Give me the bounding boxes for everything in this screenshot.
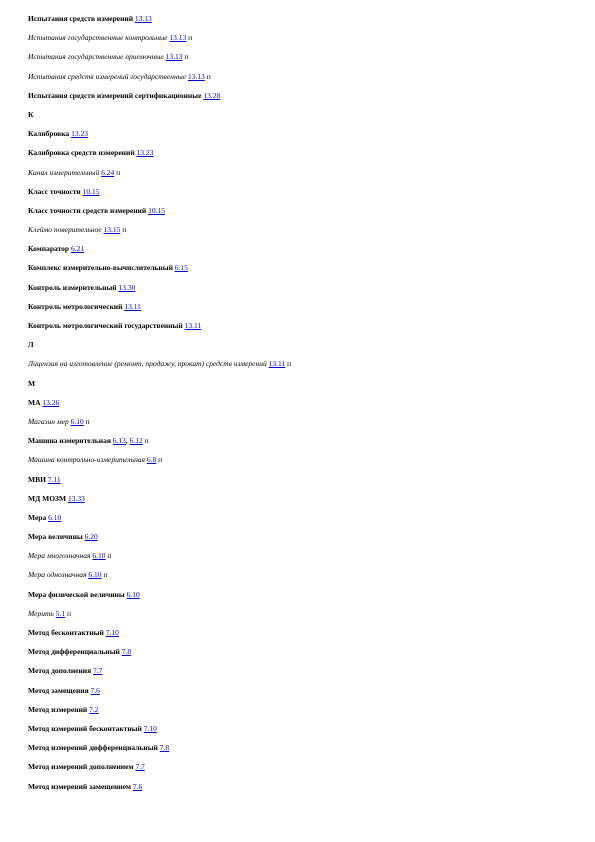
index-entry [28, 724, 568, 734]
index-term: Класс точности [28, 186, 81, 196]
term-reference-link[interactable]: 6.15 [174, 263, 188, 273]
term-reference-link[interactable]: 7.10 [105, 628, 119, 637]
index-term: Класс точности средств измерений [28, 205, 147, 215]
index-entry [28, 494, 568, 504]
section-letter: Л [28, 340, 34, 350]
index-entry [28, 782, 568, 792]
index-term: Контроль метрологический государственный [28, 321, 183, 330]
index-term: Калибровка [28, 129, 70, 139]
index-term: Машина измерительная [28, 436, 111, 446]
index-entry [28, 417, 568, 427]
term-reference-link[interactable]: 13.13 [165, 52, 183, 62]
index-term: Канал измерительный [28, 167, 100, 177]
index-entry [28, 91, 568, 101]
index-entry [28, 168, 568, 178]
index-term: Магазин мер [28, 416, 69, 426]
term-reference-link[interactable]: 13.13 [187, 71, 205, 81]
index-entry [28, 590, 568, 600]
index-entry [28, 14, 568, 24]
term-reference-link[interactable]: 7.11 [47, 474, 61, 484]
index-term: Метод дополнения [28, 666, 92, 676]
index-term: Метод измерений замещением [28, 781, 132, 791]
term-reference-link[interactable]: 7.10 [143, 723, 157, 733]
term-reference-link[interactable]: 10.15 [82, 186, 100, 196]
term-reference-link[interactable]: 13.13 [134, 14, 152, 23]
term-reference-link[interactable]: 13.30 [118, 282, 136, 292]
index-term: Метод измерений [28, 704, 88, 714]
section-letter: М [28, 378, 36, 388]
index-entry [28, 666, 568, 676]
index-term: Испытания средств измерений [28, 14, 134, 23]
index-entry [28, 647, 568, 657]
index-term: Контроль метрологический [28, 301, 123, 311]
index-term: МВИ [28, 474, 46, 484]
index-entry [28, 206, 568, 216]
index-term: Метод дифференциальный [28, 647, 120, 657]
index-term: Мера однозначная [28, 570, 87, 580]
term-reference-link[interactable]: 13.15 [103, 225, 121, 235]
index-term: Лицензия на изготовление (ремонт, продажу, прокат) средств измерений [28, 359, 267, 369]
index-entry [28, 187, 568, 197]
note-marker: п [158, 455, 163, 465]
index-term: Испытания средств измерений сертификационные [28, 90, 202, 100]
index-entry [28, 628, 568, 638]
note-marker: п [103, 570, 108, 580]
index-term: Испытания средств измерений государственные [28, 71, 187, 81]
index-term: Калибровка средств измерений [28, 148, 135, 158]
term-reference-link[interactable]: 7.7 [135, 762, 145, 772]
index-entry [28, 148, 568, 158]
note-marker: п [206, 71, 211, 81]
index-term: МД МОЗМ [28, 493, 67, 503]
index-entry [28, 551, 568, 561]
index-term: Контроль измерительный [28, 282, 117, 292]
index-term: Метод замещения [28, 685, 89, 695]
term-reference-link[interactable]: 6.8 [146, 455, 157, 465]
index-term: Метод измерений дифференциальный [28, 743, 158, 753]
index-entry [28, 302, 568, 312]
index-entry [28, 321, 568, 331]
note-marker: п [188, 33, 193, 43]
index-entry [28, 762, 568, 772]
section-letter: К [28, 109, 34, 119]
index-entry [28, 33, 568, 43]
term-reference-link[interactable]: 13.23 [136, 148, 154, 158]
term-reference-link[interactable]: 13.33 [67, 493, 85, 503]
term-reference-link[interactable]: 6.20 [84, 532, 98, 542]
index-term: Компаратор [28, 244, 70, 254]
index-term: Мера многозначная [28, 551, 91, 561]
term-reference-link[interactable]: 6.24 [101, 167, 115, 177]
term-reference-link[interactable]: 13.13 [169, 33, 187, 43]
note-marker: п [122, 225, 127, 235]
term-reference-link[interactable]: 7.7 [93, 666, 103, 676]
index-entry [28, 52, 568, 62]
index-entry [28, 244, 568, 254]
term-reference-link[interactable]: 13.23 [71, 129, 88, 139]
term-reference-link[interactable]: 13.11 [268, 359, 286, 369]
term-reference-link[interactable]: 7.6 [90, 685, 100, 695]
index-entry [28, 72, 568, 82]
term-reference-link[interactable]: 7.8 [159, 743, 170, 753]
note-marker: п [107, 551, 112, 561]
term-reference-link[interactable]: 7.8 [121, 647, 132, 657]
index-term: Мера величины [28, 532, 83, 542]
index-entry [28, 263, 568, 273]
term-reference-link[interactable]: 5.1 [55, 608, 66, 618]
term-reference-link[interactable]: 6.10 [126, 589, 140, 599]
index-term: МА [28, 397, 41, 407]
index-term: Комплекс измерительно-вычислительный [28, 263, 173, 273]
index-term: Мерить [28, 608, 54, 618]
note-marker: п [144, 436, 149, 446]
index-entry [28, 743, 568, 753]
index-entry [28, 532, 568, 542]
term-reference-link[interactable]: 6.10 [48, 512, 62, 522]
index-entry [28, 283, 568, 293]
note-marker: п [184, 52, 189, 62]
index-term: Мера [28, 512, 47, 522]
term-reference-link[interactable]: 13.11 [124, 301, 141, 311]
term-reference-link[interactable]: 13.11 [184, 321, 202, 330]
term-reference-link[interactable]: 10.15 [148, 205, 165, 215]
term-reference-link[interactable]: 6.13 [112, 436, 126, 446]
term-reference-link[interactable]: 7.2 [89, 704, 99, 714]
term-reference-link[interactable]: 6.21 [70, 244, 85, 254]
term-reference-link[interactable]: 6.12 [129, 436, 143, 446]
index-entry [28, 455, 568, 465]
index-entry [28, 513, 568, 523]
index-entry [28, 705, 568, 715]
note-marker: п [116, 167, 121, 177]
index-entry [28, 225, 568, 235]
index-term: Машина контрольно-измерительная [28, 455, 146, 465]
term-reference-link[interactable]: 6.10 [70, 416, 84, 426]
term-reference-link[interactable]: 13.28 [203, 90, 221, 100]
index-term: Мера физической величины [28, 589, 125, 599]
index-entry [28, 609, 568, 619]
index-term: Испытания государственные приемочные [28, 52, 164, 62]
note-marker: п [85, 416, 90, 426]
index-term: Клеймо поверительное [28, 225, 102, 235]
index-term: Метод измерений дополнением [28, 762, 134, 772]
term-reference-link[interactable]: 7.6 [132, 781, 143, 791]
index-entry [28, 686, 568, 696]
index-entry: Машина измерительная 6.13, 6.12 п [28, 436, 149, 446]
index-entry [28, 570, 568, 580]
index-term: Метод бесконтактный [28, 628, 104, 637]
index-entry [28, 475, 568, 485]
index-term: Метод измерений бесконтактный [28, 723, 142, 733]
index-term: Испытания государственные контрольные [28, 33, 168, 43]
index-entry [28, 359, 568, 369]
note-marker: п [66, 608, 71, 618]
index-entry [28, 398, 568, 408]
term-reference-link[interactable]: 6.10 [88, 570, 102, 580]
term-reference-link[interactable]: 13.26 [42, 397, 60, 407]
index-page [28, 14, 568, 801]
index-entry [28, 129, 568, 139]
note-marker: п [287, 359, 292, 369]
term-reference-link[interactable]: 6.10 [92, 551, 106, 561]
